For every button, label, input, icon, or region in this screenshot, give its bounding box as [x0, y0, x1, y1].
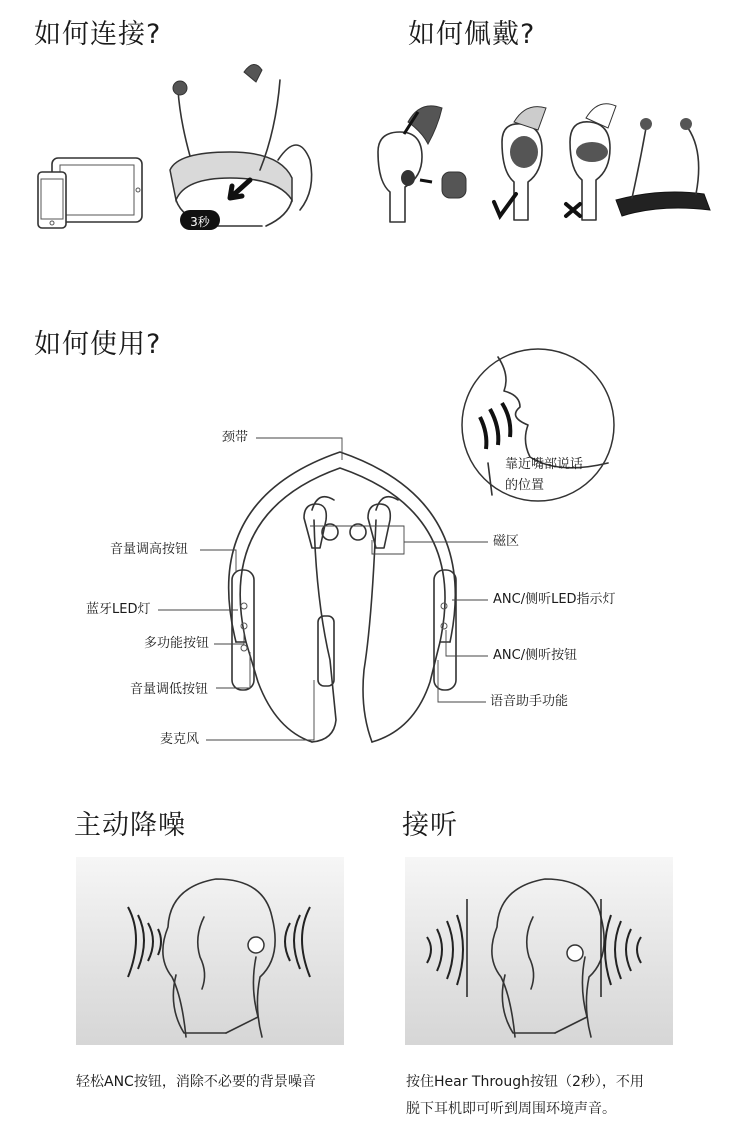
anc-illustration-panel: [76, 857, 344, 1045]
neckband-worn-icon: [616, 118, 710, 216]
earbud-fitting-icon: [378, 106, 466, 222]
bt-led-label: 蓝牙LED灯: [86, 602, 151, 617]
multi-button-label: 多功能按钮: [144, 636, 210, 651]
volume-down-label: 音量调低按钮: [130, 682, 209, 697]
duration-badge-label: 3秒: [190, 215, 210, 229]
listen-caption-line2: 脱下耳机即可听到周围环境声音。: [406, 1101, 616, 1117]
connect-title: 如何连接?: [34, 19, 162, 50]
anc-caption: 轻松ANC按钮，消除不必要的背景噪音: [76, 1074, 316, 1090]
listen-title: 接听: [402, 810, 458, 841]
mouth-label-line1: 靠近嘴部说话: [505, 457, 584, 472]
anc-head-icon: [76, 857, 344, 1045]
magnetic-zone-label: 磁区: [493, 534, 520, 549]
neckband-label: 颈带: [222, 430, 249, 445]
earbuds-icon: [304, 497, 398, 742]
phone-icon: [38, 172, 66, 228]
anc-button-label: ANC/侧听按钮: [493, 648, 578, 663]
headset-diagram: [0, 420, 750, 760]
listen-head-icon: [405, 857, 673, 1045]
wear-title: 如何佩戴?: [408, 19, 536, 50]
anc-led-label: ANC/侧听LED指示灯: [493, 592, 616, 607]
wear-illustration: [360, 92, 730, 237]
mouth-label-line2: 的位置: [505, 478, 545, 493]
anc-title: 主动降噪: [74, 810, 186, 841]
headset-icon: [170, 64, 312, 226]
neckband-icon: [229, 452, 456, 742]
microphone-label: 麦克风: [160, 732, 200, 747]
listen-illustration-panel: [405, 857, 673, 1045]
use-title: 如何使用?: [34, 329, 162, 360]
correct-fit-icon: [494, 107, 546, 220]
volume-up-label: 音量调高按钮: [110, 542, 189, 557]
listen-caption-line1: 按住Hear Through按钮（2秒），不用: [406, 1074, 644, 1090]
voice-assistant-label: 语音助手功能: [490, 694, 569, 709]
incorrect-fit-icon: [566, 104, 616, 220]
